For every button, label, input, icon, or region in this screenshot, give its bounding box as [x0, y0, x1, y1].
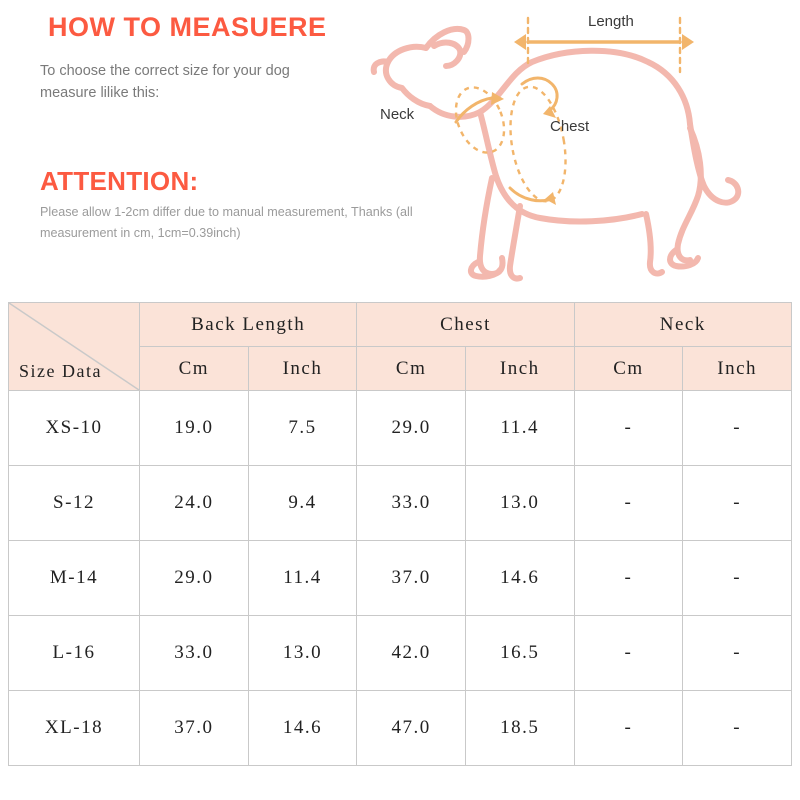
cell-neck-cm: -: [574, 466, 683, 541]
row-size-label: XL-18: [9, 691, 140, 766]
size-table: [8, 302, 792, 766]
cell-chest-cm: 42.0: [357, 616, 466, 691]
cell-chest-cm: 37.0: [357, 541, 466, 616]
cell-chest-inch: 14.6: [465, 541, 574, 616]
group-header-back-length: Back Length: [140, 303, 357, 347]
diagram-label-length: Length: [588, 13, 634, 30]
unit-header-neck-cm: Cm: [574, 347, 683, 391]
table-row: [9, 541, 792, 616]
group-header-neck: Neck: [574, 303, 791, 347]
table-head: [9, 303, 792, 391]
unit-header-chest-cm: Cm: [357, 347, 466, 391]
cell-backlength-cm: 37.0: [140, 691, 249, 766]
cell-backlength-inch: 7.5: [248, 391, 357, 466]
attention-title: ATTENTION:: [40, 166, 199, 196]
attention-note: Please allow 1-2cm differ due to manual measurement, Thanks (all measurement in cm, 1cm=0.39inch): [40, 205, 413, 240]
diagram-label-chest: Chest: [550, 118, 590, 135]
cell-chest-cm: 47.0: [357, 691, 466, 766]
cell-neck-cm: -: [574, 691, 683, 766]
unit-header-neck-inch: Inch: [683, 347, 792, 391]
table-row: [9, 466, 792, 541]
cell-chest-cm: 29.0: [357, 391, 466, 466]
row-size-label: L-16: [9, 616, 140, 691]
table-row: [9, 691, 792, 766]
cell-backlength-inch: 13.0: [248, 616, 357, 691]
row-size-label: XS-10: [9, 391, 140, 466]
size-table-wrapper: [8, 302, 792, 766]
cell-backlength-cm: 19.0: [140, 391, 249, 466]
cell-neck-cm: -: [574, 616, 683, 691]
dog-diagram: [360, 0, 800, 300]
cell-neck-inch: -: [683, 616, 792, 691]
unit-header-backlength-inch: Inch: [248, 347, 357, 391]
cell-chest-inch: 16.5: [465, 616, 574, 691]
cell-backlength-cm: 29.0: [140, 541, 249, 616]
group-header-chest: Chest: [357, 303, 574, 347]
table-row: [9, 616, 792, 691]
cell-backlength-inch: 14.6: [248, 691, 357, 766]
cell-neck-inch: -: [683, 466, 792, 541]
cell-backlength-cm: 24.0: [140, 466, 249, 541]
cell-chest-inch: 11.4: [465, 391, 574, 466]
unit-header-chest-inch: Inch: [465, 347, 574, 391]
table-body: [9, 391, 792, 766]
header-section: [0, 0, 800, 300]
row-size-label: S-12: [9, 466, 140, 541]
page-title: HOW TO MEASUERE: [48, 12, 327, 42]
unit-header-backlength-cm: Cm: [140, 347, 249, 391]
diagram-label-neck: Neck: [380, 106, 415, 123]
cell-neck-inch: -: [683, 541, 792, 616]
cell-neck-inch: -: [683, 391, 792, 466]
table-row: [9, 391, 792, 466]
corner-label: Size Data: [19, 361, 102, 381]
cell-chest-inch: 13.0: [465, 466, 574, 541]
row-size-label: M-14: [9, 541, 140, 616]
cell-chest-inch: 18.5: [465, 691, 574, 766]
cell-neck-cm: -: [574, 541, 683, 616]
table-header-row-groups: [9, 303, 792, 347]
page-subtitle: To choose the correct size for your dog measure lilike this:: [40, 63, 290, 101]
cell-neck-cm: -: [574, 391, 683, 466]
cell-backlength-cm: 33.0: [140, 616, 249, 691]
cell-backlength-inch: 9.4: [248, 466, 357, 541]
cell-chest-cm: 33.0: [357, 466, 466, 541]
cell-neck-inch: -: [683, 691, 792, 766]
table-corner-cell: [9, 303, 140, 391]
cell-backlength-inch: 11.4: [248, 541, 357, 616]
dog-illustration-svg: [360, 0, 800, 300]
